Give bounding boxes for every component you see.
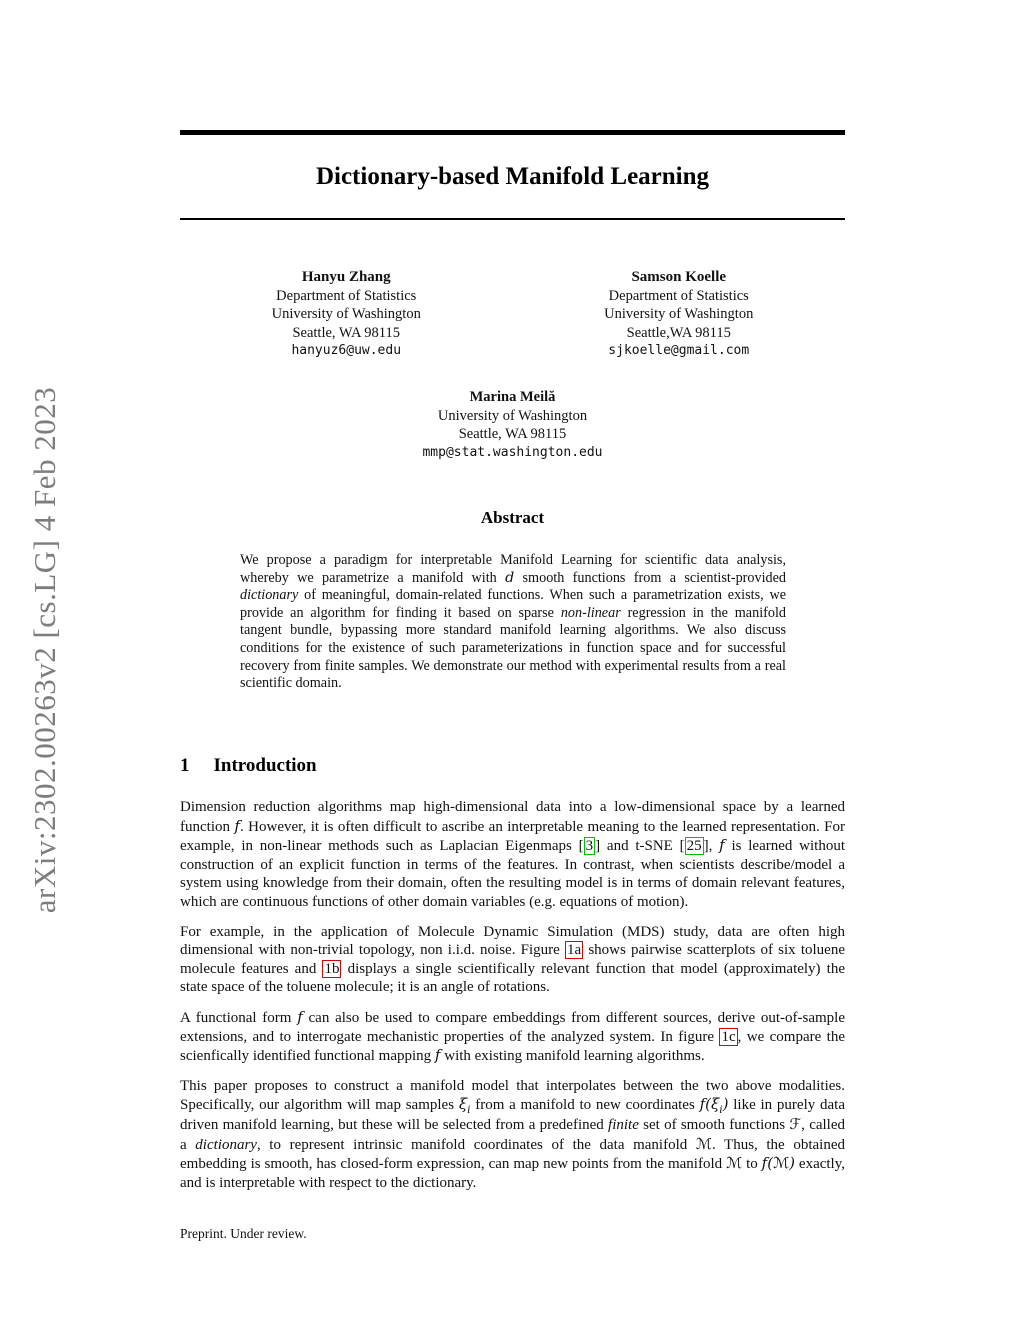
math-text: f <box>719 836 725 855</box>
figure-ref-link[interactable]: 1c <box>721 1028 736 1045</box>
citation-link[interactable]: 25 <box>686 838 702 855</box>
author-block-1 <box>272 268 421 361</box>
paragraph <box>180 798 845 912</box>
math-text: d <box>505 569 515 586</box>
author-name: Marina Meilă <box>469 389 556 405</box>
math-text: f <box>434 1046 441 1065</box>
author-university: University of Washington <box>271 306 421 322</box>
text-run: with existing manifold learning algorithms. <box>440 1048 705 1065</box>
paragraph <box>180 923 845 997</box>
title-rule-bottom <box>180 218 845 220</box>
preprint-footnote: Preprint. Under review. <box>180 1226 307 1241</box>
author-email: mmp@stat.washington.edu <box>422 444 603 460</box>
text-run: ] and t-SNE [ <box>595 838 685 855</box>
math-text: ξ <box>458 1095 468 1114</box>
text-run: , to represent intrinsic manifold coordinates of the data manifold <box>256 1136 696 1153</box>
math-text: ℱ <box>789 1114 802 1133</box>
math-text: ℳ <box>726 1154 743 1173</box>
text-run: This paper proposes to construct a manifold model that interpolates between the two above modalities. Specifically, our algorithm will map samples <box>180 1077 845 1114</box>
citation-link[interactable]: 3 <box>585 838 594 855</box>
author-city: Seattle,WA 98115 <box>626 324 731 341</box>
author-university: University of Washington <box>604 306 754 322</box>
text-run: Dimension reduction algorithms map high-dimensional data into a low-dimensional space by a learned function <box>180 799 845 835</box>
author-dept: Department of Statistics <box>276 287 417 304</box>
text-run: smooth functions from a scientist-provided <box>514 569 786 586</box>
text-run: of meaningful, domain-related functions. When such a parametrization exists, we provide an algorithm for finding it based on sparse <box>240 587 786 621</box>
section-heading-introduction <box>180 755 845 777</box>
text-run: set of smooth functions <box>638 1116 790 1133</box>
author-block-3 <box>180 388 845 462</box>
arxiv-watermark: arXiv:2302.00263v2 [cs.LG] 4 Feb 2023 <box>27 386 62 914</box>
figure-ref-link[interactable]: 1b <box>324 960 340 977</box>
text-run: ], <box>703 838 720 855</box>
text-run: A functional form <box>180 1009 298 1026</box>
text-run: regression in the manifold tangent bundle, bypassing more standard manifold learning algorithms. We also discuss conditions for the existence of such parameterizations in function space and for successful recovery from finite samples. We demonstrate our method with experimental results from a real scientific domain. <box>240 604 786 692</box>
paragraph <box>180 1077 845 1193</box>
italic-text: dictionary <box>195 1136 257 1153</box>
author-city: Seattle, WA 98115 <box>458 426 567 442</box>
authors-row <box>180 268 845 361</box>
math-subscript: i <box>719 1104 723 1117</box>
figure-ref-link[interactable]: 1a <box>566 942 582 959</box>
section-number: 1 <box>180 755 190 776</box>
text-run: shows pairwise scatterplots of six toluene molecule features and <box>180 942 845 977</box>
text-run: , we compare the scienfically identified functional mapping <box>180 1028 845 1065</box>
text-run: can also be used to compare embeddings from different sources, derive out-of-sample extensions, and to interrogate mechanistic properties of the analyzed system. In figure <box>180 1009 845 1045</box>
paragraph <box>180 1008 845 1066</box>
text-run: displays a single scientifically relevant function that model (approximately) the state space of the toluene molecule; it is an angle of rotations. <box>180 960 846 996</box>
title-rule-top <box>180 130 845 135</box>
text-run: like in purely data driven manifold learning, but these will be selected from a predefined <box>180 1097 845 1133</box>
math-text: f <box>297 1007 303 1026</box>
introduction-body <box>180 798 845 1203</box>
math-subscript: i <box>467 1104 471 1117</box>
author-city: Seattle, WA 98115 <box>292 324 401 341</box>
italic-text: dictionary <box>240 587 299 604</box>
author-block-2 <box>604 268 753 361</box>
author-email: sjkoelle@gmail.com <box>608 343 750 358</box>
italic-text: finite <box>608 1116 639 1133</box>
text-run: to <box>742 1156 762 1173</box>
italic-text: non-linear <box>560 604 621 621</box>
text-run: For example, in the application of Molecule Dynamic Simulation (MDS) study, data are often high dimensional with non-trivial topology, non i.i.d. noise. Figure <box>180 923 845 959</box>
math-text: f(ℳ) <box>761 1154 795 1173</box>
author-name: Samson Koelle <box>631 269 727 285</box>
paper-title: Dictionary-based Manifold Learning <box>315 163 710 190</box>
math-text: ℳ <box>695 1134 712 1153</box>
abstract-body <box>240 552 786 693</box>
math-text: f <box>234 816 240 835</box>
text-run: , called a <box>180 1116 845 1153</box>
text-run: . Thus, the obtained embedding is smooth, has closed-form expression, can map new points from the manifold <box>180 1136 845 1173</box>
text-run: . However, it is often difficult to ascribe an interpretable meaning to the learned representation. For example, in non-linear methods such as Laplacian Eigenmaps [ <box>180 818 845 855</box>
author-email: hanyuz6@uw.edu <box>291 343 402 358</box>
section-title: Introduction <box>213 755 317 776</box>
text-run: is learned without construction of an explicit function in terms of the features. In contrast, when scientists describe/model a system using knowledge from their domain, often the resulting model is in terms of domain relevant features, which are continuous functions of other domain variables (e.g. equations of motion). <box>180 838 845 910</box>
text-run: We propose a paradigm for interpretable Manifold Learning for scientific data analysis, whereby we parametrize a manifold with <box>240 552 786 586</box>
author-name: Hanyu Zhang <box>301 269 391 285</box>
math-text: f(ξ <box>699 1095 720 1114</box>
abstract-heading: Abstract <box>480 508 545 527</box>
author-university: University of Washington <box>437 407 588 424</box>
math-text: ) <box>722 1095 729 1114</box>
text-run: from a manifold to new coordinates <box>470 1097 700 1114</box>
text-run: exactly, and is interpretable with respect to the dictionary. <box>180 1156 845 1191</box>
author-dept: Department of Statistics <box>608 287 749 304</box>
